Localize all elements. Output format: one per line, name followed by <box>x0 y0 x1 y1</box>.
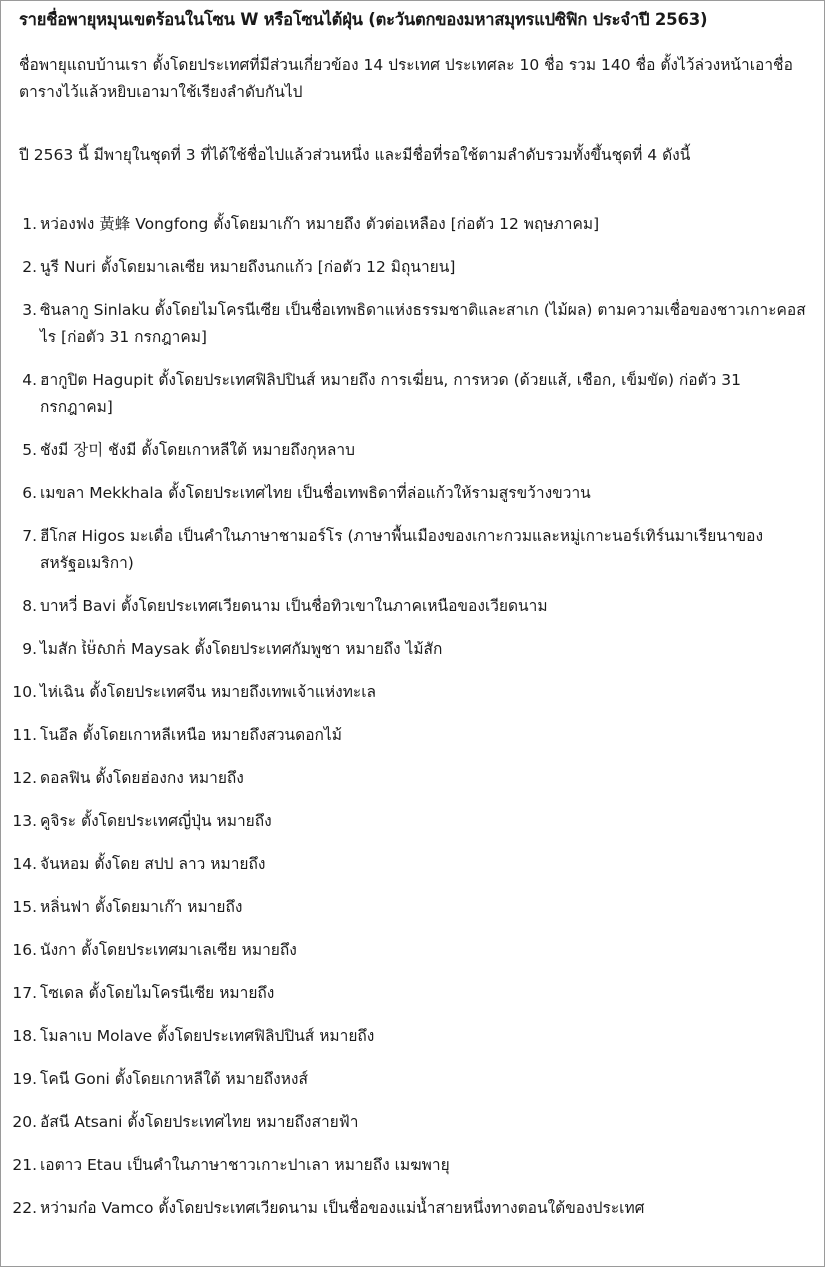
storm-name-list <box>1 211 821 1238</box>
list-item <box>1 523 821 577</box>
list-item-number: 15. <box>12 898 37 916</box>
list-item-number: 12. <box>12 769 37 787</box>
list-item-number: 11. <box>12 726 37 744</box>
list-item <box>1 808 821 835</box>
list-item <box>1 367 821 421</box>
list-item-text: ฮากูปิต Hagupit ตั้งโดยประเทศฟิลิปปินส์ หมายถึง การเฆี่ยน, การหวด (ด้วยแส้, เชือก, เข็มขัด) ก่อตัว 31 กรกฎาคม] <box>40 371 742 416</box>
list-item-number: 3. <box>22 301 37 319</box>
list-item <box>1 980 821 1007</box>
list-item <box>1 636 821 663</box>
list-item <box>1 297 821 351</box>
list-item-number: 4. <box>22 371 37 389</box>
list-item-text: หว่องฟง 黃蜂 Vongfong ตั้งโดยมาเก๊า หมายถึง ตัวต่อเหลือง [ก่อตัว 12 พฤษภาคม] <box>40 215 600 233</box>
list-item-number: 17. <box>12 984 37 1002</box>
list-item-number: 19. <box>12 1070 37 1088</box>
document-title: รายชื่อพายุหมุนเขตร้อนในโซน W หรือโซนไต้ฝุ่น (ตะวันตกของมหาสมุทรแปซิฟิก ประจำปี 2563) <box>19 10 708 29</box>
intro-paragraph-2: ปี 2563 นี้ มีพายุในชุดที่ 3 ที่ได้ใช้ชื่อไปแล้วส่วนหนึ่ง และมีชื่อที่รอใช้ตามลำดับรวมทั้งขึ้นชุดที่ 4 ดังนี้ <box>19 146 691 164</box>
list-item-text: ซินลากู Sinlaku ตั้งโดยไมโครนีเซีย เป็นชื่อเทพธิดาแห่งธรรมชาติและสาเก (ไม้ผล) ตามความเชื่อของชาวเกาะคอสไร [ก่อตัว 31 กรกฎาคม] <box>40 301 806 346</box>
list-item <box>1 722 821 749</box>
list-item-number: 20. <box>12 1113 37 1131</box>
list-item-text: ชังมี 장미 ชังมี ตั้งโดยเกาหลีใต้ หมายถึงกุหลาบ <box>40 441 355 459</box>
list-item <box>1 765 821 792</box>
list-item <box>1 1066 821 1093</box>
list-item <box>1 894 821 921</box>
list-item-text: โคนี Goni ตั้งโดยเกาหลีใต้ หมายถึงหงส์ <box>40 1070 308 1088</box>
list-item-number: 16. <box>12 941 37 959</box>
list-item-number: 14. <box>12 855 37 873</box>
list-item <box>1 211 821 238</box>
list-item-text: เอตาว Etau เป็นคำในภาษาชาวเกาะปาเลา หมายถึง เมฆพายุ <box>40 1156 450 1174</box>
list-item-number: 13. <box>12 812 37 830</box>
list-item <box>1 480 821 507</box>
list-item-number: 5. <box>22 441 37 459</box>
list-item-text: บาหวี่ Bavi ตั้งโดยประเทศเวียดนาม เป็นชื่อทิวเขาในภาคเหนือของเวียดนาม <box>40 597 548 615</box>
list-item <box>1 254 821 281</box>
list-item-text: ดอลฟิน ตั้งโดยฮ่องกง หมายถึง <box>40 769 244 787</box>
list-item <box>1 1109 821 1136</box>
list-item-text: โซเดล ตั้งโดยไมโครนีเซีย หมายถึง <box>40 984 275 1002</box>
list-item-text: เมขลา Mekkhala ตั้งโดยประเทศไทย เป็นชื่อเทพธิดาที่ล่อแก้วให้รามสูรขว้างขวาน <box>40 484 591 502</box>
intro-paragraph: ชื่อพายุแถบบ้านเรา ตั้งโดยประเทศที่มีส่วนเกี่ยวข้อง 14 ประเทศ ประเทศละ 10 ชื่อ รวม 140 ชื่อ ตั้งไว้ล่วงหน้าเอาชื่อตารางไว้แล้วหยิบเอามาใช้เรียงลำดับกันไป <box>19 56 793 101</box>
list-item <box>1 437 821 464</box>
list-item <box>1 1023 821 1050</box>
list-item-text: คูจิระ ตั้งโดยประเทศญี่ปุ่น หมายถึง <box>40 812 272 830</box>
list-item-text: นูรี Nuri ตั้งโดยมาเลเซีย หมายถึงนกแก้ว [ก่อตัว 12 มิถุนายน] <box>40 258 456 276</box>
list-item-text: โมลาเบ Molave ตั้งโดยประเทศฟิลิปปินส์ หมายถึง <box>40 1027 375 1045</box>
list-item-number: 9. <box>22 640 37 658</box>
list-item-text: ไห่เฉิน ตั้งโดยประเทศจีน หมายถึงเทพเจ้าแห่งทะเล <box>40 683 377 701</box>
list-item-number: 7. <box>22 527 37 545</box>
list-item-number: 22. <box>12 1199 37 1217</box>
list-item-number: 10. <box>12 683 37 701</box>
list-item-number: 2. <box>22 258 37 276</box>
list-item-number: 21. <box>12 1156 37 1174</box>
list-item-number: 8. <box>22 597 37 615</box>
list-item-text: โนอึล ตั้งโดยเกาหลีเหนือ หมายถึงสวนดอกไม้ <box>40 726 342 744</box>
list-item-text: อัสนี Atsani ตั้งโดยประเทศไทย หมายถึงสายฟ้า <box>40 1113 359 1131</box>
list-item-text: นังกา ตั้งโดยประเทศมาเลเซีย หมายถึง <box>40 941 297 959</box>
list-item-number: 6. <box>22 484 37 502</box>
list-item-text: ไมสัก ម៉ៃសាក់ Maysak ตั้งโดยประเทศกัมพูชา หมายถึง ไม้สัก <box>40 640 443 658</box>
list-item-number: 18. <box>12 1027 37 1045</box>
list-item-text: หลิ่นฟา ตั้งโดยมาเก๊า หมายถึง <box>40 898 243 916</box>
list-item <box>1 851 821 878</box>
list-item <box>1 1152 821 1179</box>
list-item-text: หว่ามก๋อ Vamco ตั้งโดยประเทศเวียดนาม เป็นชื่อของแม่น้ำสายหนึ่งทางตอนใต้ของประเทศ <box>40 1199 645 1217</box>
list-item <box>1 679 821 706</box>
list-item-text: ฮีโกส Higos มะเดื่อ เป็นคำในภาษาชามอร์โร (ภาษาพื้นเมืองของเกาะกวมและหมู่เกาะนอร์เทิร์นมาเรียนาของสหรัฐอเมริกา) <box>40 527 764 572</box>
list-item <box>1 593 821 620</box>
list-item-number: 1. <box>22 215 37 233</box>
list-item <box>1 1195 821 1222</box>
list-item-text: จันหอม ตั้งโดย สปป ลาว หมายถึง <box>40 855 266 873</box>
list-item <box>1 937 821 964</box>
